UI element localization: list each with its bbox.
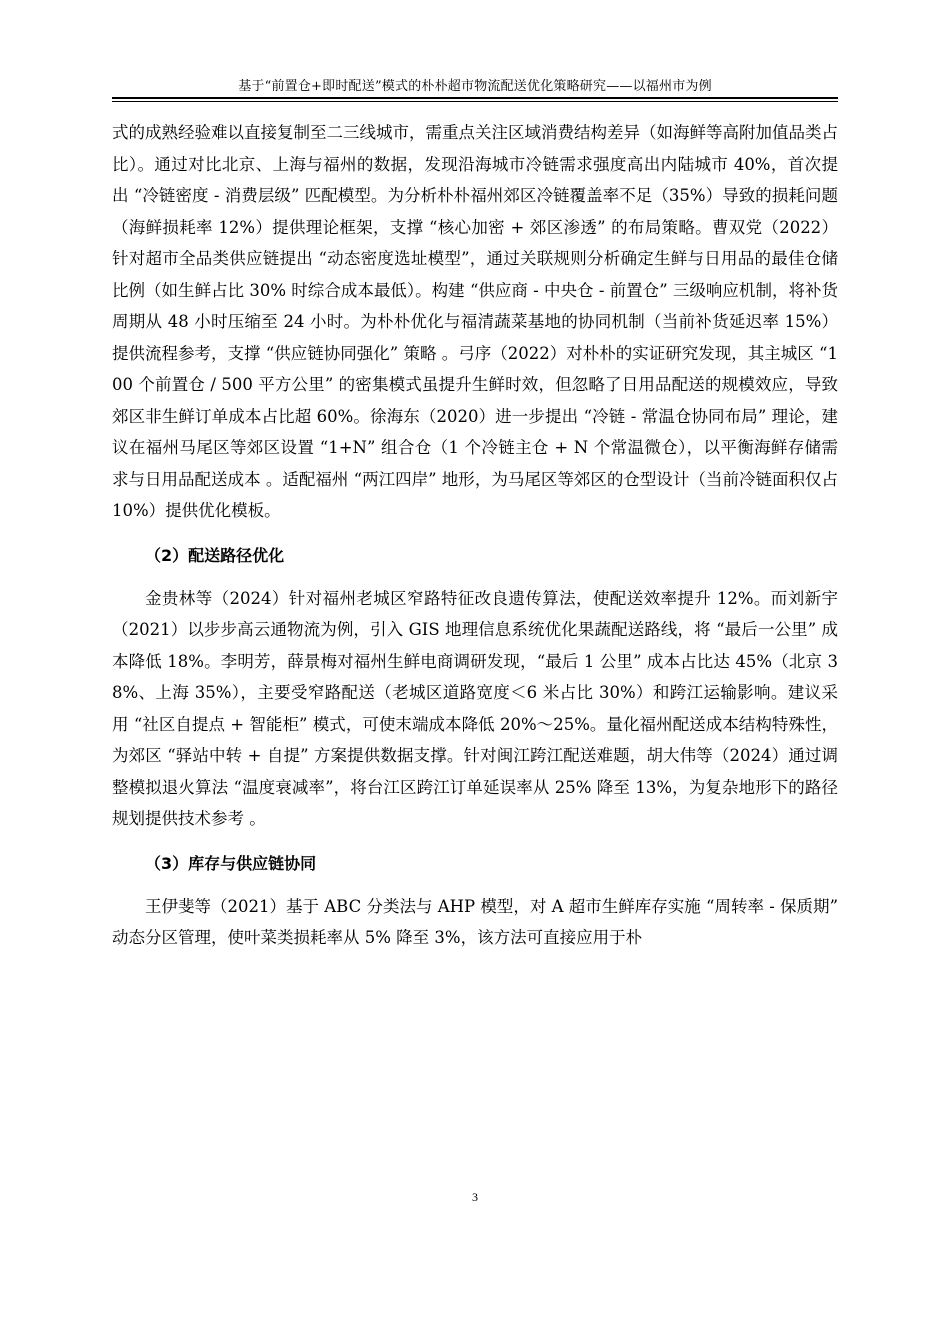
- header-rule-thick: [112, 97, 838, 99]
- section-heading-route-optimization: （2）配送路径优化: [145, 545, 285, 565]
- page-number: 3: [472, 1190, 478, 1204]
- page-body: [112, 117, 838, 954]
- paragraph-route-optimization: 金贵林等（2024）针对福州老城区窄路特征改良遗传算法，使配送效率提升 12%。而刘新宇（2021）以步步高云通物流为例，引入 GIS 地理信息系统优化果蔬配送路线，将 “最后一公里” 成本降低 18%。李明芳，薛景梅对福州生鲜电商调研发现，“最后 1 公里” 成本占比达 45%（北京 38%、上海 35%），主要受窄路配送（老城区道路宽度＜6 米占比 30%）和跨江运输影响。建议采用 “社区自提点 + 智能柜” 模式，可使末端成本降低 20%～25%。量化福州配送成本结构特殊性，为郊区 “驿站中转 + 自提” 方案提供数据支撑。针对闽江跨江配送难题，胡大伟等（2024）通过调整模拟退火算法 “温度衰减率”，将台江区跨江订单延误率从 25% 降至 13%，为复杂地形下的路径规划提供技术参考 。: [112, 588, 838, 828]
- section-heading-inventory-supply-chain: （3）库存与供应链协同: [145, 853, 317, 873]
- running-header: 基于“前置仓+即时配送”模式的朴朴超市物流配送优化策略研究——以福州市为例: [238, 79, 712, 94]
- header-rule-thin: [112, 101, 838, 102]
- paragraph-inventory-supply-chain: 王伊斐等（2021）基于 ABC 分类法与 AHP 模型，对 A 超市生鲜库存实施 “周转率 - 保质期” 动态分区管理，使叶菜类损耗率从 5% 降至 3%，该方法可直接应用于朴: [112, 896, 838, 947]
- paragraph-continued: 式的成熟经验难以直接复制至二三线城市，需重点关注区域消费结构差异（如海鲜等高附加值品类占比）。通过对比北京、上海与福州的数据，发现沿海城市冷链需求强度高出内陆城市 40%，首次提出 “冷链密度 - 消费层级” 匹配模型。为分析朴朴福州郊区冷链覆盖率不足（35%）导致的损耗问题（海鲜损耗率 12%）提供理论框架，支撑 “核心加密 + 郊区渗透” 的布局策略。曹双党（2022）针对超市全品类供应链提出 “动态密度选址模型”，通过关联规则分析确定生鲜与日用品的最佳仓储比例（如生鲜占比 30% 时综合成本最低）。构建 “供应商 - 中央仓 - 前置仓” 三级响应机制，将补货周期从 48 小时压缩至 24 小时。为朴朴优化与福清蔬菜基地的协同机制（当前补货延迟率 15%）提供流程参考，支撑 “供应链协同强化” 策略 。弓序（2022）对朴朴的实证研究发现，其主城区 “100 个前置仓 / 500 平方公里” 的密集模式虽提升生鲜时效，但忽略了日用品配送的规模效应，导致郊区非生鲜订单成本占比超 60%。徐海东（2020）进一步提出 “冷链 - 常温仓协同布局” 理论，建议在福州马尾区等郊区设置 “1+N” 组合仓（1 个冷链主仓 + N 个常温微仓），以平衡海鲜存储需求与日用品配送成本 。适配福州 “两江四岸” 地形，为马尾区等郊区的仓型设计（当前冷链面积仅占 10%）提供优化模板。: [112, 123, 838, 520]
